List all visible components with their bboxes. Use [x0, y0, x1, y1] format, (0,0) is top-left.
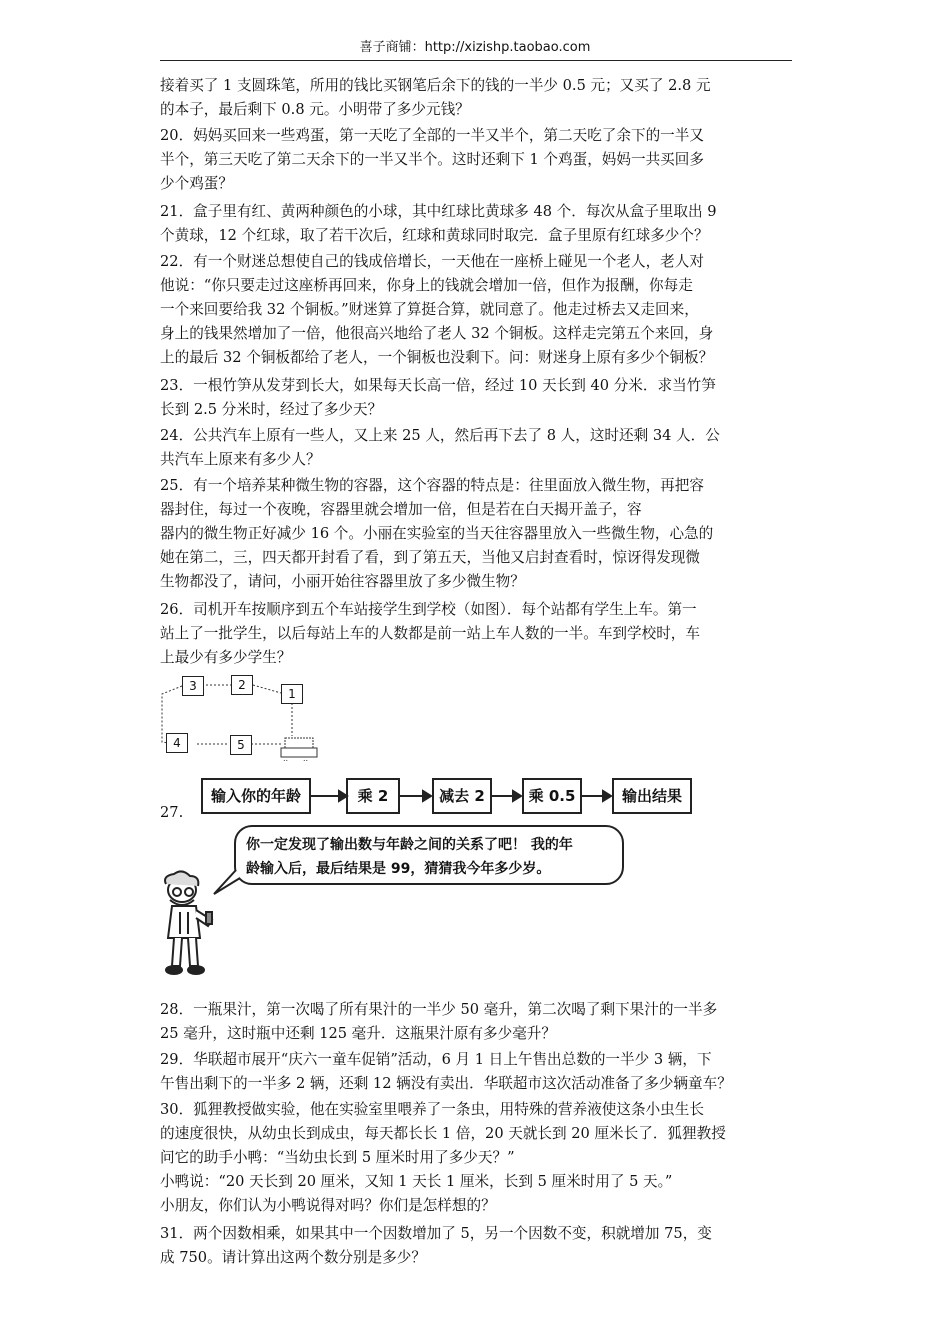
header-rule [160, 60, 792, 61]
text-line: 身上的钱果然增加了一倍，他很高兴地给了老人 32 个铜板。这样走完第五个来回，身 [160, 325, 714, 342]
text-line: 26．司机开车按顺序到五个车站接学生到学校（如图）．每个站都有学生上车。第一 [160, 601, 697, 618]
text-line: 一个来回要给我 32 个铜板。”财迷算了算挺合算，就同意了。他走过桥去又走回来， [160, 301, 699, 318]
question-21 [160, 200, 794, 248]
text-line: 小朋友，你们认为小鸭说得对吗？你们是怎样想的？ [160, 1197, 496, 1214]
professor-icon [160, 868, 232, 980]
question-30 [160, 1098, 794, 1218]
text-line: 你一定发现了输出数与年龄之间的关系了吧！ 我的年 [246, 837, 573, 853]
question-22 [160, 250, 794, 370]
text-line: 31．两个因数相乘，如果其中一个因数增加了 5，另一个因数不变，积就增加 75，变 [160, 1225, 712, 1242]
text-line: 他说：“你只要走过这座桥再回来，你身上的钱就会增加一倍，但作为报酬，你每走 [160, 277, 693, 294]
text-line: 上最少有多少学生？ [160, 649, 292, 666]
station-2: 2 [231, 675, 253, 695]
text-line: 器封住，每过一个夜晚，容器里就会增加一倍，但是若在白天揭开盖子，容 [160, 501, 642, 518]
text-line: 器内的微生物正好减少 16 个。小丽在实验室的当天往容器里放入一些微生物，心急的 [160, 525, 714, 542]
text-line: 接着买了 1 支圆珠笔，所用的钱比买钢笔后余下的钱的一半少 0.5 元；又买了 2.8 元 [160, 77, 711, 94]
text-line: 半个，第三天吃了第二天余下的一半又半个。这时还剩下 1 个鸡蛋，妈妈一共买回多 [160, 151, 704, 168]
station-3: 3 [182, 676, 204, 696]
text-line: 24．公共汽车上原有一些人，又上来 25 人，然后再下去了 8 人，这时还剩 34 人．公 [160, 427, 720, 444]
question-24 [160, 424, 794, 472]
arrow-head [513, 791, 521, 801]
text-line: 的速度很快，从幼虫长到成虫，每天都长长 1 倍，20 天就长到 20 厘米长了．狐狸教授 [160, 1125, 726, 1142]
question-27-number: 27. [160, 804, 184, 821]
station-4: 4 [166, 733, 188, 753]
station-1: 1 [281, 684, 303, 704]
flow-box-subtract-2: 减去 2 [432, 778, 492, 814]
flow-box-output-result: 输出结果 [612, 778, 692, 814]
text-line: 长到 2.5 分米时，经过了多少天？ [160, 401, 383, 418]
school-bus-icon [281, 738, 317, 762]
route-line [253, 685, 281, 693]
text-line: 午售出剩下的一半多 2 辆，还剩 12 辆没有卖出．华联超市这次活动准备了多少辆童车？ [160, 1075, 732, 1092]
text-line: 小鸭说：“20 天长到 20 厘米，又知 1 天长 1 厘米，长到 5 厘米时用了 5 天。” [160, 1173, 673, 1190]
text-line: 站上了一批学生，以后每站上车的人数都是前一站上车人数的一半。车到学校时，车 [160, 625, 700, 642]
page-header: 喜子商铺：http://xizishp.taobao.com [359, 40, 591, 55]
text-line: 上的最后 32 个铜板都给了老人，一个铜板也没剩下。问：财迷身上原有多少个铜板？ [160, 349, 714, 366]
flow-box-multiply-2: 乘 2 [346, 778, 400, 814]
text-line: 29．华联超市展开“庆六一童车促销”活动，6 月 1 日上午售出总数的一半少 3 辆，下 [160, 1051, 712, 1068]
text-line: 少个鸡蛋？ [160, 175, 233, 192]
flow-box-input-age: 输入你的年龄 [201, 778, 311, 814]
flow-box-multiply-0-5: 乘 0.5 [522, 778, 582, 814]
text-line: 28．一瓶果汁，第一次喝了所有果汁的一半少 50 毫升，第二次喝了剩下果汁的一半多 [160, 1001, 718, 1018]
question-26 [160, 598, 794, 670]
station-5: 5 [230, 735, 252, 755]
text-line: 个黄球，12 个红球，取了若干次后，红球和黄球同时取完．盒子里原有红球多少个？ [160, 227, 709, 244]
text-line: 20．妈妈买回来一些鸡蛋，第一天吃了全部的一半又半个，第二天吃了余下的一半又 [160, 127, 704, 144]
text-line: 成 750。请计算出这两个数分别是多少？ [160, 1249, 426, 1266]
svg-text:..: .. [283, 754, 289, 762]
text-line: 21．盒子里有红、黄两种颜色的小球，其中红球比黄球多 48 个．每次从盒子里取出 9 [160, 203, 717, 220]
text-line: 龄输入后，最后结果是 99，猜猜我今年多少岁。 [246, 861, 551, 877]
text-line: 她在第二，三，四天都开封看了看，到了第五天，当他又启封查看时，惊讶得发现微 [160, 549, 700, 566]
text-line: 30．狐狸教授做实验，他在实验室里喂养了一条虫，用特殊的营养液使这条小虫生长 [160, 1101, 704, 1118]
arrow-head [423, 791, 431, 801]
question-20 [160, 124, 794, 196]
speech-bubble [234, 825, 624, 885]
text-line: 22．有一个财迷总想使自己的钱成倍增长，一天他在一座桥上碰见一个老人，老人对 [160, 253, 704, 270]
question-19-continued [160, 74, 794, 122]
svg-text:..: .. [303, 754, 309, 762]
question-31 [160, 1222, 794, 1270]
text-line: 问它的助手小鸭：“当幼虫长到 5 厘米时用了多少天？” [160, 1149, 515, 1166]
arrow-head [339, 791, 347, 801]
text-line: 的本子，最后剩下 0.8 元。小明带了多少元钱？ [160, 101, 470, 118]
question-25 [160, 474, 794, 594]
question-28 [160, 998, 794, 1046]
text-line: 23．一根竹笋从发芽到长大，如果每天长高一倍，经过 10 天长到 40 分米．求当竹笋 [160, 377, 716, 394]
question-23 [160, 374, 794, 422]
text-line: 生物都没了，请问，小丽开始往容器里放了多少微生物？ [160, 573, 525, 590]
text-line: 25 毫升，这时瓶中还剩 125 毫升．这瓶果汁原有多少毫升？ [160, 1025, 557, 1042]
text-line: 25．有一个培养某种微生物的容器，这个容器的特点是：往里面放入微生物，再把容 [160, 477, 704, 494]
question-29 [160, 1048, 794, 1096]
arrow-head [603, 791, 611, 801]
text-line: 共汽车上原来有多少人？ [160, 451, 321, 468]
flow-arrows [305, 784, 625, 808]
